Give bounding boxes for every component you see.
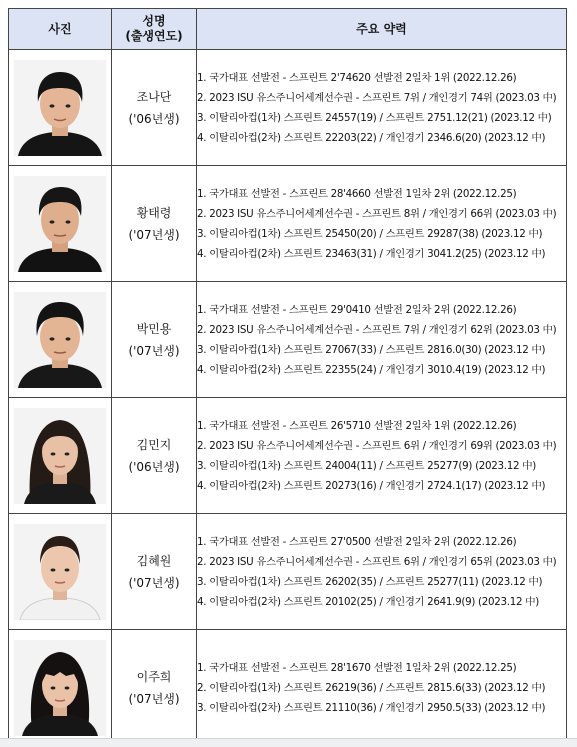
athlete-birth-year: ('06년생): [128, 459, 180, 474]
career-cell: [197, 514, 567, 630]
career-line: 2. 이탈리아컵(1차) 스프린트 26219(36) / 스프린트 2815.6(33) (2023.12 中): [197, 681, 546, 694]
athlete-photo: [14, 408, 106, 504]
table-row: [9, 514, 567, 630]
table-row: [9, 282, 567, 398]
photo-cell: [9, 282, 112, 398]
athlete-photo: [14, 60, 106, 156]
athlete-photo: [14, 176, 106, 272]
athlete-roster-table: [8, 8, 567, 746]
athlete-birth-year: ('07년생): [128, 343, 180, 358]
table-row: [9, 630, 567, 746]
athlete-birth-year: ('07년생): [128, 691, 180, 706]
career-line: 3. 이탈리아컵(1차) 스프린트 25450(20) / 스프린트 29287(38) (2023.12 中): [197, 227, 543, 240]
athlete-name: 김혜원: [136, 553, 172, 568]
athlete-photo: [14, 524, 106, 620]
athlete-photo: [14, 292, 106, 388]
photo-cell: [9, 398, 112, 514]
name-cell: [112, 166, 197, 282]
photo-cell: [9, 50, 112, 166]
photo-cell: [9, 166, 112, 282]
career-line: 2. 2023 ISU 유스주니어세계선수권 - 스프린트 6위 / 개인경기 65위 (2023.03 中): [197, 555, 557, 568]
athlete-name: 박민용: [136, 321, 172, 336]
career-line: 2. 2023 ISU 유스주니어세계선수권 - 스프린트 6위 / 개인경기 69위 (2023.03 中): [197, 439, 557, 452]
career-line: 1. 국가대표 선발전 - 스프린트 28'4660 선발전 1일차 2위 (2022.12.25): [197, 187, 517, 200]
career-line: 4. 이탈리아컵(2차) 스프린트 22355(24) / 개인경기 3010.4(19) (2023.12 中): [197, 363, 546, 376]
career-line: 1. 국가대표 선발전 - 스프린트 2'74620 선발전 2일차 1위 (2022.12.26): [197, 71, 517, 84]
career-line: 4. 이탈리아컵(2차) 스프린트 22203(22) / 개인경기 2346.6(20) (2023.12 中): [197, 131, 546, 144]
career-line: 1. 국가대표 선발전 - 스프린트 27'0500 선발전 2일차 2위 (2022.12.26): [197, 535, 517, 548]
career-cell: [197, 398, 567, 514]
career-line: 3. 이탈리아컵(1차) 스프린트 26202(35) / 스프린트 25277(11) (2023.12 中): [197, 575, 543, 588]
career-cell: [197, 630, 567, 746]
career-line: 3. 이탈리아컵(2차) 스프린트 21110(36) / 개인경기 2950.5(33) (2023.12 中): [197, 701, 546, 714]
photo-cell: [9, 630, 112, 746]
career-line: 3. 이탈리아컵(1차) 스프린트 24557(19) / 스프린트 2751.12(21) (2023.12 中): [197, 111, 552, 124]
table-row: [9, 398, 567, 514]
career-line: 1. 국가대표 선발전 - 스프린트 28'1670 선발전 1일차 2위 (2022.12.25): [197, 661, 517, 674]
name-cell: [112, 282, 197, 398]
career-line: 2. 2023 ISU 유스주니어세계선수권 - 스프린트 7위 / 개인경기 62위 (2023.03 中): [197, 323, 557, 336]
athlete-name: 황태령: [136, 205, 172, 220]
header-birth-label: (출생연도): [125, 29, 183, 43]
table-row: [9, 50, 567, 166]
career-line: 2. 2023 ISU 유스주니어세계선수권 - 스프린트 8위 / 개인경기 66위 (2023.03 中): [197, 207, 557, 220]
header-name: [112, 9, 197, 50]
name-cell: [112, 50, 197, 166]
athlete-photo: [14, 640, 106, 736]
athlete-name: 이주희: [136, 669, 172, 684]
career-cell: [197, 282, 567, 398]
career-line: 4. 이탈리아컵(2차) 스프린트 20273(16) / 개인경기 2724.1(17) (2023.12 中): [197, 479, 546, 492]
career-line: 4. 이탈리아컵(2차) 스프린트 20102(25) / 개인경기 2641.9(9) (2023.12 中): [197, 595, 539, 608]
career-cell: [197, 50, 567, 166]
name-cell: [112, 398, 197, 514]
header-name-label: 성명: [142, 14, 166, 28]
career-line: 1. 국가대표 선발전 - 스프린트 26'5710 선발전 2일차 1위 (2022.12.26): [197, 419, 517, 432]
table-header-row: [9, 9, 567, 50]
header-photo: 사진: [9, 9, 112, 50]
career-line: 1. 국가대표 선발전 - 스프린트 29'0410 선발전 2일차 2위 (2022.12.26): [197, 303, 517, 316]
career-line: 3. 이탈리아컵(1차) 스프린트 27067(33) / 스프린트 2816.0(30) (2023.12 中): [197, 343, 546, 356]
athlete-birth-year: ('07년생): [128, 575, 180, 590]
career-line: 3. 이탈리아컵(1차) 스프린트 24004(11) / 스프린트 25277(9) (2023.12 中): [197, 459, 536, 472]
athlete-birth-year: ('07년생): [128, 227, 180, 242]
table-row: [9, 166, 567, 282]
career-line: 2. 2023 ISU 유스주니어세계선수권 - 스프린트 7위 / 개인경기 74위 (2023.03 中): [197, 91, 557, 104]
athlete-name: 조나단: [136, 89, 172, 104]
athlete-name: 김민지: [136, 437, 172, 452]
photo-cell: [9, 514, 112, 630]
header-career: 주요 약력: [197, 9, 567, 50]
career-cell: [197, 166, 567, 282]
athlete-birth-year: ('06년생): [128, 111, 180, 126]
name-cell: [112, 630, 197, 746]
name-cell: [112, 514, 197, 630]
career-line: 4. 이탈리아컵(2차) 스프린트 23463(31) / 개인경기 3041.2(25) (2023.12 中): [197, 247, 546, 260]
